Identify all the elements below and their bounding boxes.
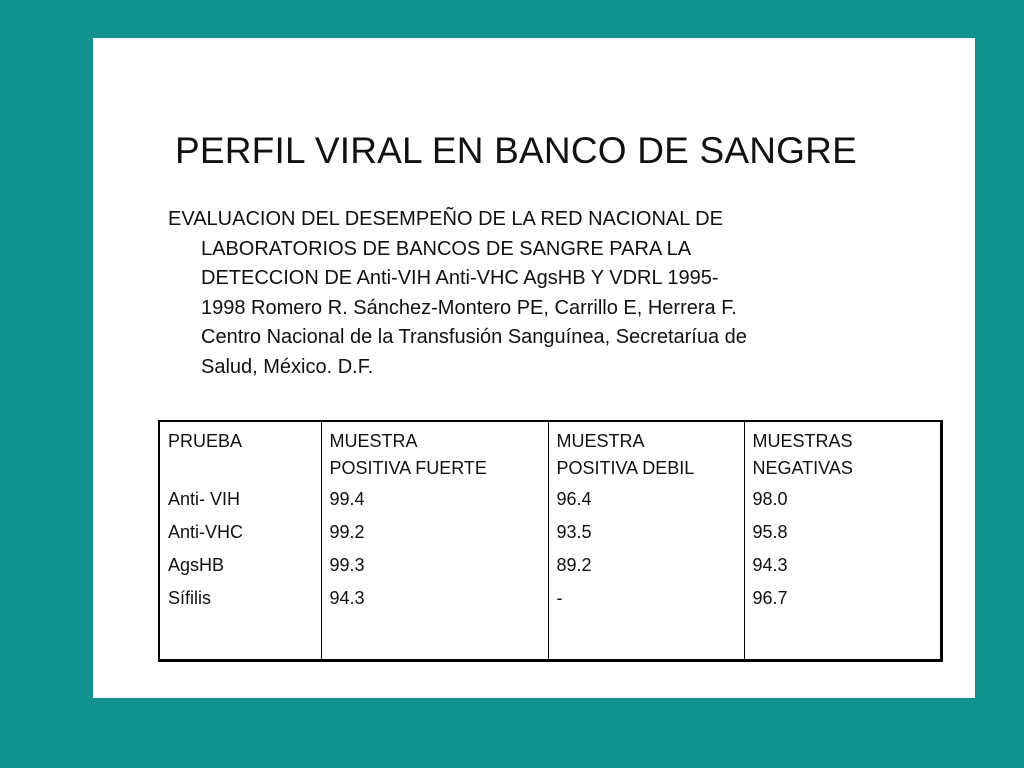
table-cell: 95.8 <box>752 522 788 542</box>
table-cell: 96.4 <box>556 489 592 509</box>
citation-line: EVALUACION DEL DESEMPEÑO DE LA RED NACIONAL DE <box>168 208 723 230</box>
table-cell: 99.2 <box>329 522 365 542</box>
table-cell: 99.4 <box>329 489 365 509</box>
slide <box>93 38 975 698</box>
table-cell: 94.3 <box>752 555 788 575</box>
table-cell: 93.5 <box>556 522 592 542</box>
column-header <box>753 428 932 482</box>
column-prueba <box>159 421 321 661</box>
slide-title: PERFIL VIRAL EN BANCO DE SANGRE <box>175 130 857 171</box>
column-positiva-debil <box>548 421 744 661</box>
table-cell: 89.2 <box>556 555 592 575</box>
citation-text <box>168 205 908 382</box>
table-cell: Sífilis <box>168 588 212 608</box>
results-table <box>158 420 943 662</box>
table-cell: 94.3 <box>329 588 365 608</box>
column-header <box>557 428 736 482</box>
column-positiva-fuerte <box>321 421 548 661</box>
table-cell: 96.7 <box>752 588 788 608</box>
header-line: PRUEBA <box>168 431 243 451</box>
citation-line: DETECCION DE Anti-VIH Anti-VHC AgsHB Y VDRL 1995- <box>201 267 719 289</box>
table-cell: AgsHB <box>168 555 225 575</box>
citation-line: LABORATORIOS DE BANCOS DE SANGRE PARA LA <box>201 237 692 260</box>
header-line: MUESTRA <box>556 431 645 451</box>
table-cell: Anti-VHC <box>168 522 244 542</box>
header-line: POSITIVA DEBIL <box>556 458 695 478</box>
table-cell: - <box>556 588 563 608</box>
header-line: MUESTRA <box>329 431 418 451</box>
citation-line: Centro Nacional de la Transfusión Sanguínea, Secretaríua de <box>201 326 747 348</box>
column-header <box>168 428 313 482</box>
table-cell: 98.0 <box>752 489 788 509</box>
column-header <box>330 428 540 482</box>
table-cell: Anti- VIH <box>168 489 241 509</box>
header-line: MUESTRAS <box>752 431 853 451</box>
citation-line: 1998 Romero R. Sánchez-Montero PE, Carrillo E, Herrera F. <box>201 296 737 319</box>
column-negativas <box>744 421 941 661</box>
table-cell: 99.3 <box>329 555 365 575</box>
citation-line: Salud, México. D.F. <box>201 355 374 378</box>
header-line: NEGATIVAS <box>752 458 853 478</box>
header-line: POSITIVA FUERTE <box>329 458 487 478</box>
